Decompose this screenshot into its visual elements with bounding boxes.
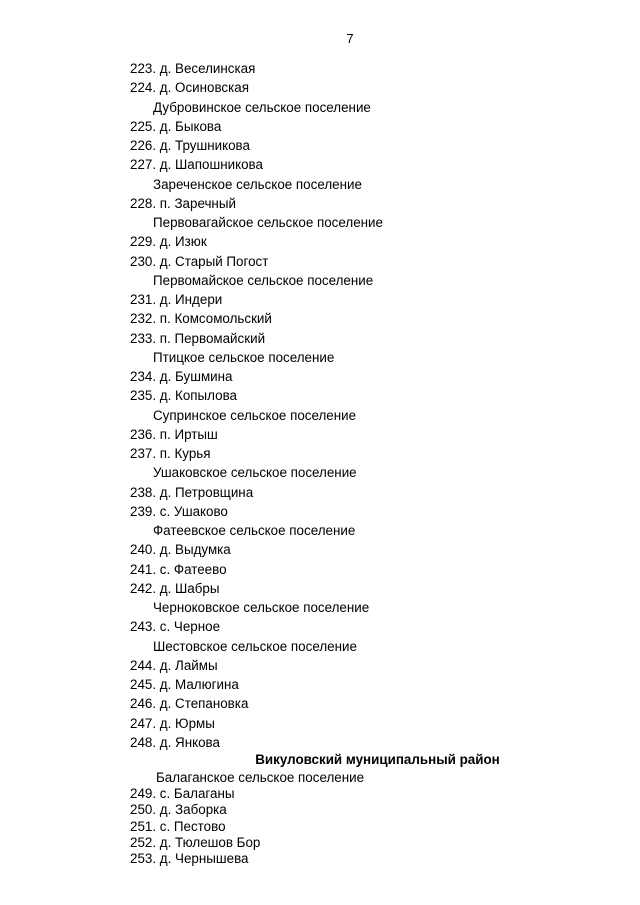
settlement-list-part-2 (130, 750, 590, 867)
settlement-group-header: Дубровинское сельское поселение (153, 99, 371, 115)
settlement-list-item: 238. д. Петровщина (130, 484, 254, 500)
settlement-list-item: 224. д. Осиновская (130, 80, 249, 96)
settlement-list-item: 234. д. Бушмина (130, 369, 233, 384)
settlement-list-item: 242. д. Шабры (130, 580, 220, 596)
settlement-list-item: 251. с. Пестово (130, 818, 226, 834)
settlement-list-item: 240. д. Выдумка (130, 542, 231, 558)
settlement-list-item: 249. с. Балаганы (130, 786, 235, 802)
settlement-list-item: 241. с. Фатеево (130, 561, 227, 577)
settlement-group-header: Черноковское сельское поселение (153, 600, 370, 615)
settlement-list-item: 225. д. Быкова (130, 118, 222, 134)
settlement-list-item: 233. п. Первомайский (130, 330, 266, 346)
settlement-list-item: 232. п. Комсомольский (130, 311, 272, 327)
settlement-list-item: 245. д. Малюгина (130, 677, 239, 692)
settlement-list-item: 228. п. Заречный (130, 195, 236, 211)
settlement-list-item: 226. д. Трушникова (130, 138, 250, 153)
page-number: 7 (346, 31, 354, 46)
settlement-list-item: 252. д. Тюлешов Бор (130, 834, 261, 850)
settlement-group-header: Первомайское сельское поселение (153, 272, 374, 288)
settlement-group-header: Супринское сельское поселение (153, 407, 357, 423)
settlement-list-item: 230. д. Старый Погост (130, 253, 269, 269)
settlement-list-item: 250. д. Заборка (130, 802, 227, 818)
settlement-group-header: Первовагайское сельское поселение (153, 215, 383, 230)
settlement-list-item: 243. с. Черное (130, 619, 221, 635)
settlement-list-item: 231. д. Индери (130, 292, 223, 307)
settlement-group-header: Балаганское сельское поселение (156, 770, 365, 785)
settlement-list-item: 227. д. Шапошникова (130, 157, 263, 173)
settlement-list-item: 248. д. Янкова (130, 734, 220, 750)
settlement-list-item: 229. д. Изюк (130, 234, 207, 250)
settlement-group-header: Фатеевское сельское поселение (153, 523, 356, 538)
district-title: Викуловский муниципальный район (255, 752, 500, 767)
settlement-list-item: 235. д. Копылова (130, 388, 237, 404)
settlement-list-part-1 (130, 59, 590, 752)
settlement-group-header: Шестовское сельское поселение (153, 638, 357, 654)
settlement-list-item: 244. д. Лаймы (130, 657, 218, 673)
settlement-list-item: 246. д. Степановка (130, 696, 249, 712)
settlement-list-item: 239. с. Ушаково (130, 503, 228, 519)
settlement-group-header: Зареченское сельское поселение (153, 176, 362, 192)
settlement-group-header: Птицкое сельское поселение (153, 349, 335, 365)
settlement-group-header: Ушаковское сельское поселение (153, 465, 357, 481)
settlement-list-item: 253. д. Чернышева (130, 850, 249, 866)
settlement-list-item: 223. д. Веселинская (130, 61, 256, 76)
settlement-list-item: 237. п. Курья (130, 446, 211, 461)
settlement-list-item: 236. п. Иртыш (130, 426, 218, 442)
settlement-list-item: 247. д. Юрмы (130, 715, 215, 731)
